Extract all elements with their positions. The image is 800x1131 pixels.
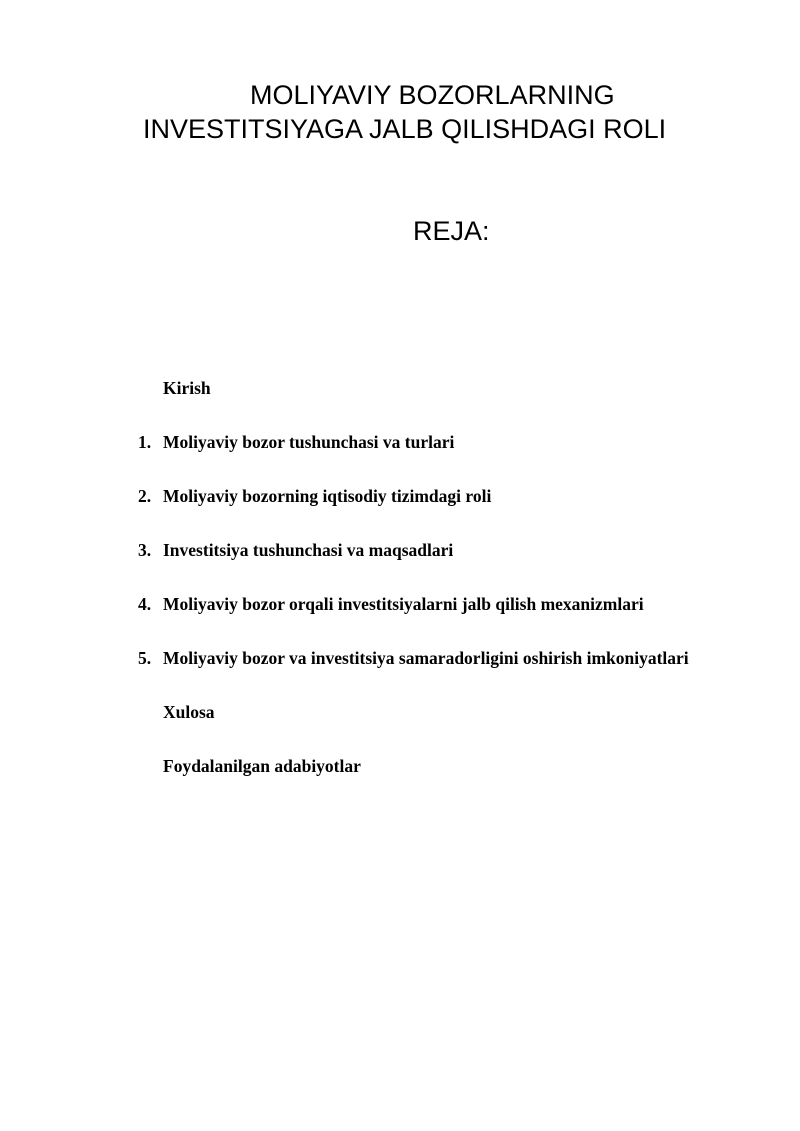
- document-title-line-1: MOLIYAVIY BOZORLARNING: [250, 80, 615, 110]
- toc-item-5: [0, 644, 800, 698]
- toc-item-number: 4.: [138, 594, 152, 614]
- toc-item-text: Moliyaviy bozor va investitsiya samaradorligini oshirish imkoniyatlari: [163, 648, 689, 668]
- table-of-contents: [0, 374, 800, 806]
- toc-item-text: Foydalanilgan adabiyotlar: [163, 756, 361, 776]
- toc-item-conclusion: [0, 698, 800, 752]
- toc-item-text: Moliyaviy bozorning iqtisodiy tizimdagi roli: [163, 486, 492, 506]
- toc-item-1: [0, 428, 800, 482]
- toc-item-text: Moliyaviy bozor tushunchasi va turlari: [163, 432, 455, 452]
- toc-item-2: [0, 482, 800, 536]
- toc-item-text: Xulosa: [163, 702, 215, 722]
- toc-item-number: 3.: [138, 540, 152, 560]
- toc-item-text: Investitsiya tushunchasi va maqsadlari: [163, 540, 454, 560]
- toc-item-text: Kirish: [163, 378, 211, 398]
- toc-item-text: Moliyaviy bozor orqali investitsiyalarni jalb qilish mexanizmlari: [163, 594, 644, 614]
- toc-item-3: [0, 536, 800, 590]
- toc-item-introduction: [0, 374, 800, 428]
- plan-heading: REJA:: [413, 216, 490, 246]
- toc-item-references: [0, 752, 800, 806]
- document-title: [0, 78, 800, 146]
- document-title-line-2: INVESTITSIYAGA JALB QILISHDAGI ROLI: [143, 114, 667, 144]
- toc-item-number: 2.: [138, 486, 152, 506]
- toc-item-number: 5.: [138, 648, 152, 668]
- toc-item-number: 1.: [138, 432, 152, 452]
- toc-item-4: [0, 590, 800, 644]
